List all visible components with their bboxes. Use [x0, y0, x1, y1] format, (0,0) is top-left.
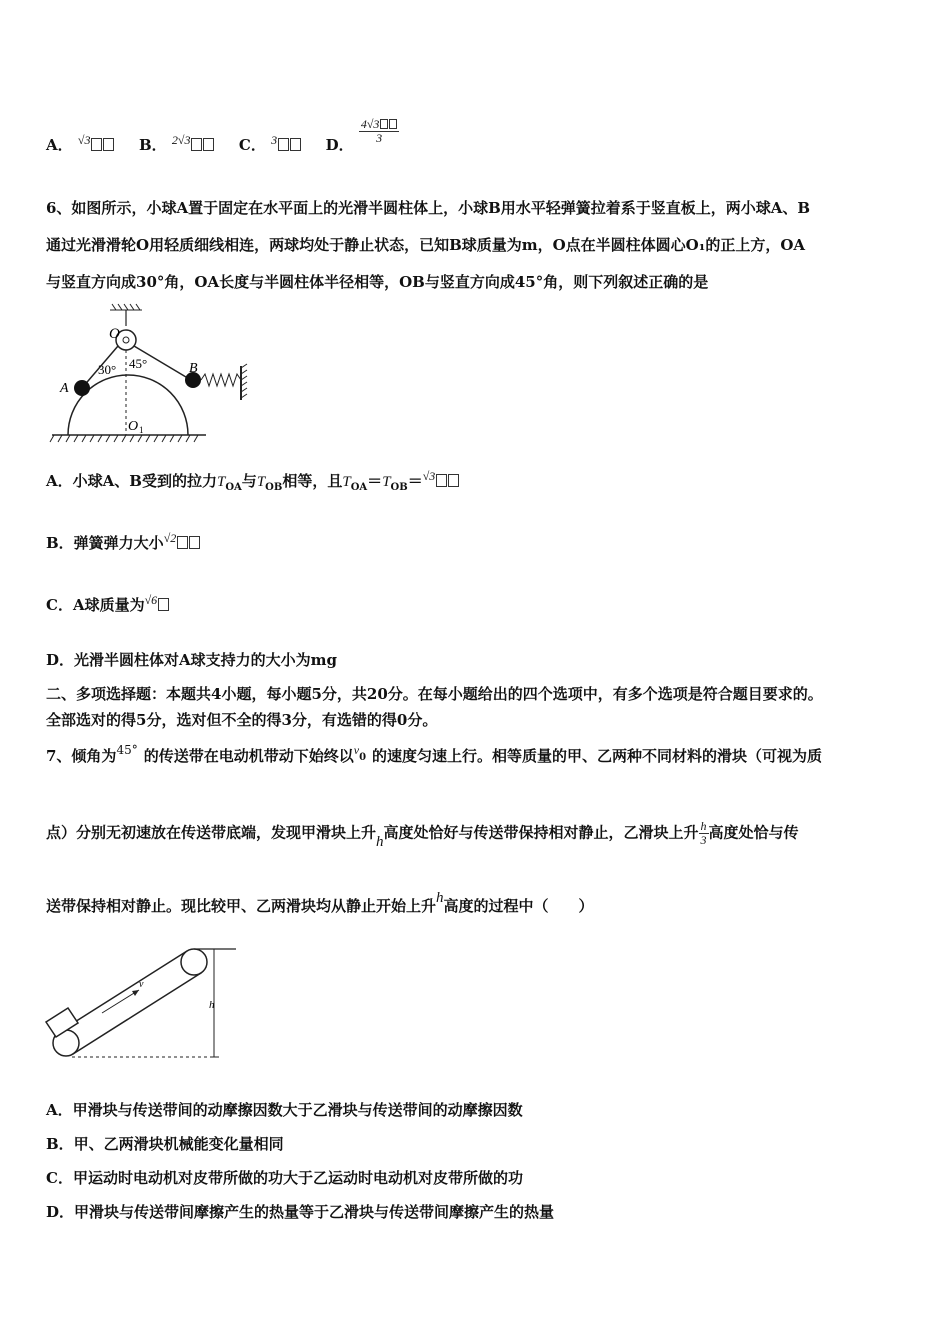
label-v: v — [139, 979, 144, 990]
q7-figure — [42, 940, 242, 1065]
q5-option-c-expr: 3 — [271, 132, 278, 147]
q7-angle: 45° — [116, 743, 138, 757]
spring — [201, 374, 241, 386]
q6-figure — [46, 300, 266, 450]
q5-option-b-expr: 2√3 — [171, 132, 191, 147]
belt-lower — [73, 973, 201, 1054]
q5-option-d-fraction: $\frac{4√3}{3}$ — [359, 118, 400, 145]
label-A: A — [60, 381, 69, 396]
q7-option-c[interactable]: C．甲运动时电动机对皮带所做的功大于乙运动时电动机对皮带所做的功 — [46, 1169, 523, 1187]
section2-line-1: 二、多项选择题：本题共4小题，每小题5分，共20分。在每小题给出的四个选项中，有多个选项是符合题目要求的。 — [46, 685, 823, 703]
q7-fraction: $\frac{h}{3}$ — [700, 819, 707, 847]
label-O: O — [109, 326, 120, 342]
section2-line-2: 全部选对的得5分，选对但不全的得3分，有选错的得0分。 — [46, 711, 438, 729]
q6-stem-line-3: 与竖直方向成30°角，OA长度与半圆柱体半径相等，OB与竖直方向成45°角，则下列叙述正确的是 — [46, 273, 709, 291]
q6-stem-line-1: 6、如图所示，小球A置于固定在水平面上的光滑半圆柱体上，小球B用水平轻弹簧拉着系于竖直板上，两小球A、B — [46, 199, 811, 217]
q7-stem-line-2: 点）分别无初速放在传送带底端，发现甲滑块上升h高度处恰好与传送带保持相对静止，乙滑块上升 $\frac{h}{3}$ 高度处恰与传 — [46, 819, 799, 850]
q6-option-d[interactable]: D．光滑半圆柱体对A球支持力的大小为mg — [46, 651, 338, 669]
angle-45: 45° — [129, 356, 148, 371]
ball-A — [74, 380, 90, 396]
q6-stem-line-2: 通过光滑滑轮O用轻质细线相连，两球均处于静止状态，已知B球质量为m，O点在半圆柱体圆心O₁的正上方，OA — [46, 236, 806, 254]
label-h: h — [209, 999, 215, 1011]
q6-option-c[interactable]: C．A球质量为$^{√6}$ — [46, 594, 169, 615]
ceiling-hatch — [110, 304, 142, 310]
q5-options — [46, 117, 399, 159]
q7-option-a[interactable]: A．甲滑块与传送带间的动摩擦因数大于乙滑块与传送带间的动摩擦因数 — [46, 1101, 523, 1119]
label-O1-sub: 1 — [139, 425, 144, 435]
q5-option-c[interactable]: C． $^3$ — [239, 136, 306, 154]
label-B: B — [189, 361, 198, 376]
q5-option-a-expr: √3 — [77, 132, 91, 147]
q5-option-b[interactable]: B． $^{2√3}$ — [139, 136, 220, 154]
q6-option-b[interactable]: B．弹簧弹力大小$^{√2}$ — [46, 532, 200, 553]
q7-option-d[interactable]: D．甲滑块与传送带间摩擦产生的热量等于乙滑块与传送带间摩擦产生的热量 — [46, 1203, 555, 1221]
belt-upper — [59, 951, 187, 1032]
q7-stem-line-1: 7、倾角为$^{45^\circ}$ 的传送带在电动机带动下始终以$^v_0$ 的速度匀速上行。相等质量的甲、乙两种不同材料的滑块（可视为质 — [46, 743, 823, 765]
label-O1: O — [128, 419, 139, 434]
angle-30: 30° — [98, 362, 117, 377]
q7-stem-line-3: 送带保持相对静止。现比较甲、乙两滑块均从静止开始上升h高度的过程中（ ） — [46, 890, 594, 915]
q5-option-a[interactable]: A． $^{√3}$ — [46, 136, 120, 154]
q5-option-d[interactable]: D． $\frac{4√3}{3}$ — [326, 136, 400, 154]
q6-option-a[interactable]: A．小球A、B受到的拉力$T_{OA}$与$T_{OB}$相等，且$T_{OA}=T_{OB}=^{√3}$ — [46, 470, 459, 493]
q7-option-b[interactable]: B．甲、乙两滑块机械能变化量相同 — [46, 1135, 284, 1153]
